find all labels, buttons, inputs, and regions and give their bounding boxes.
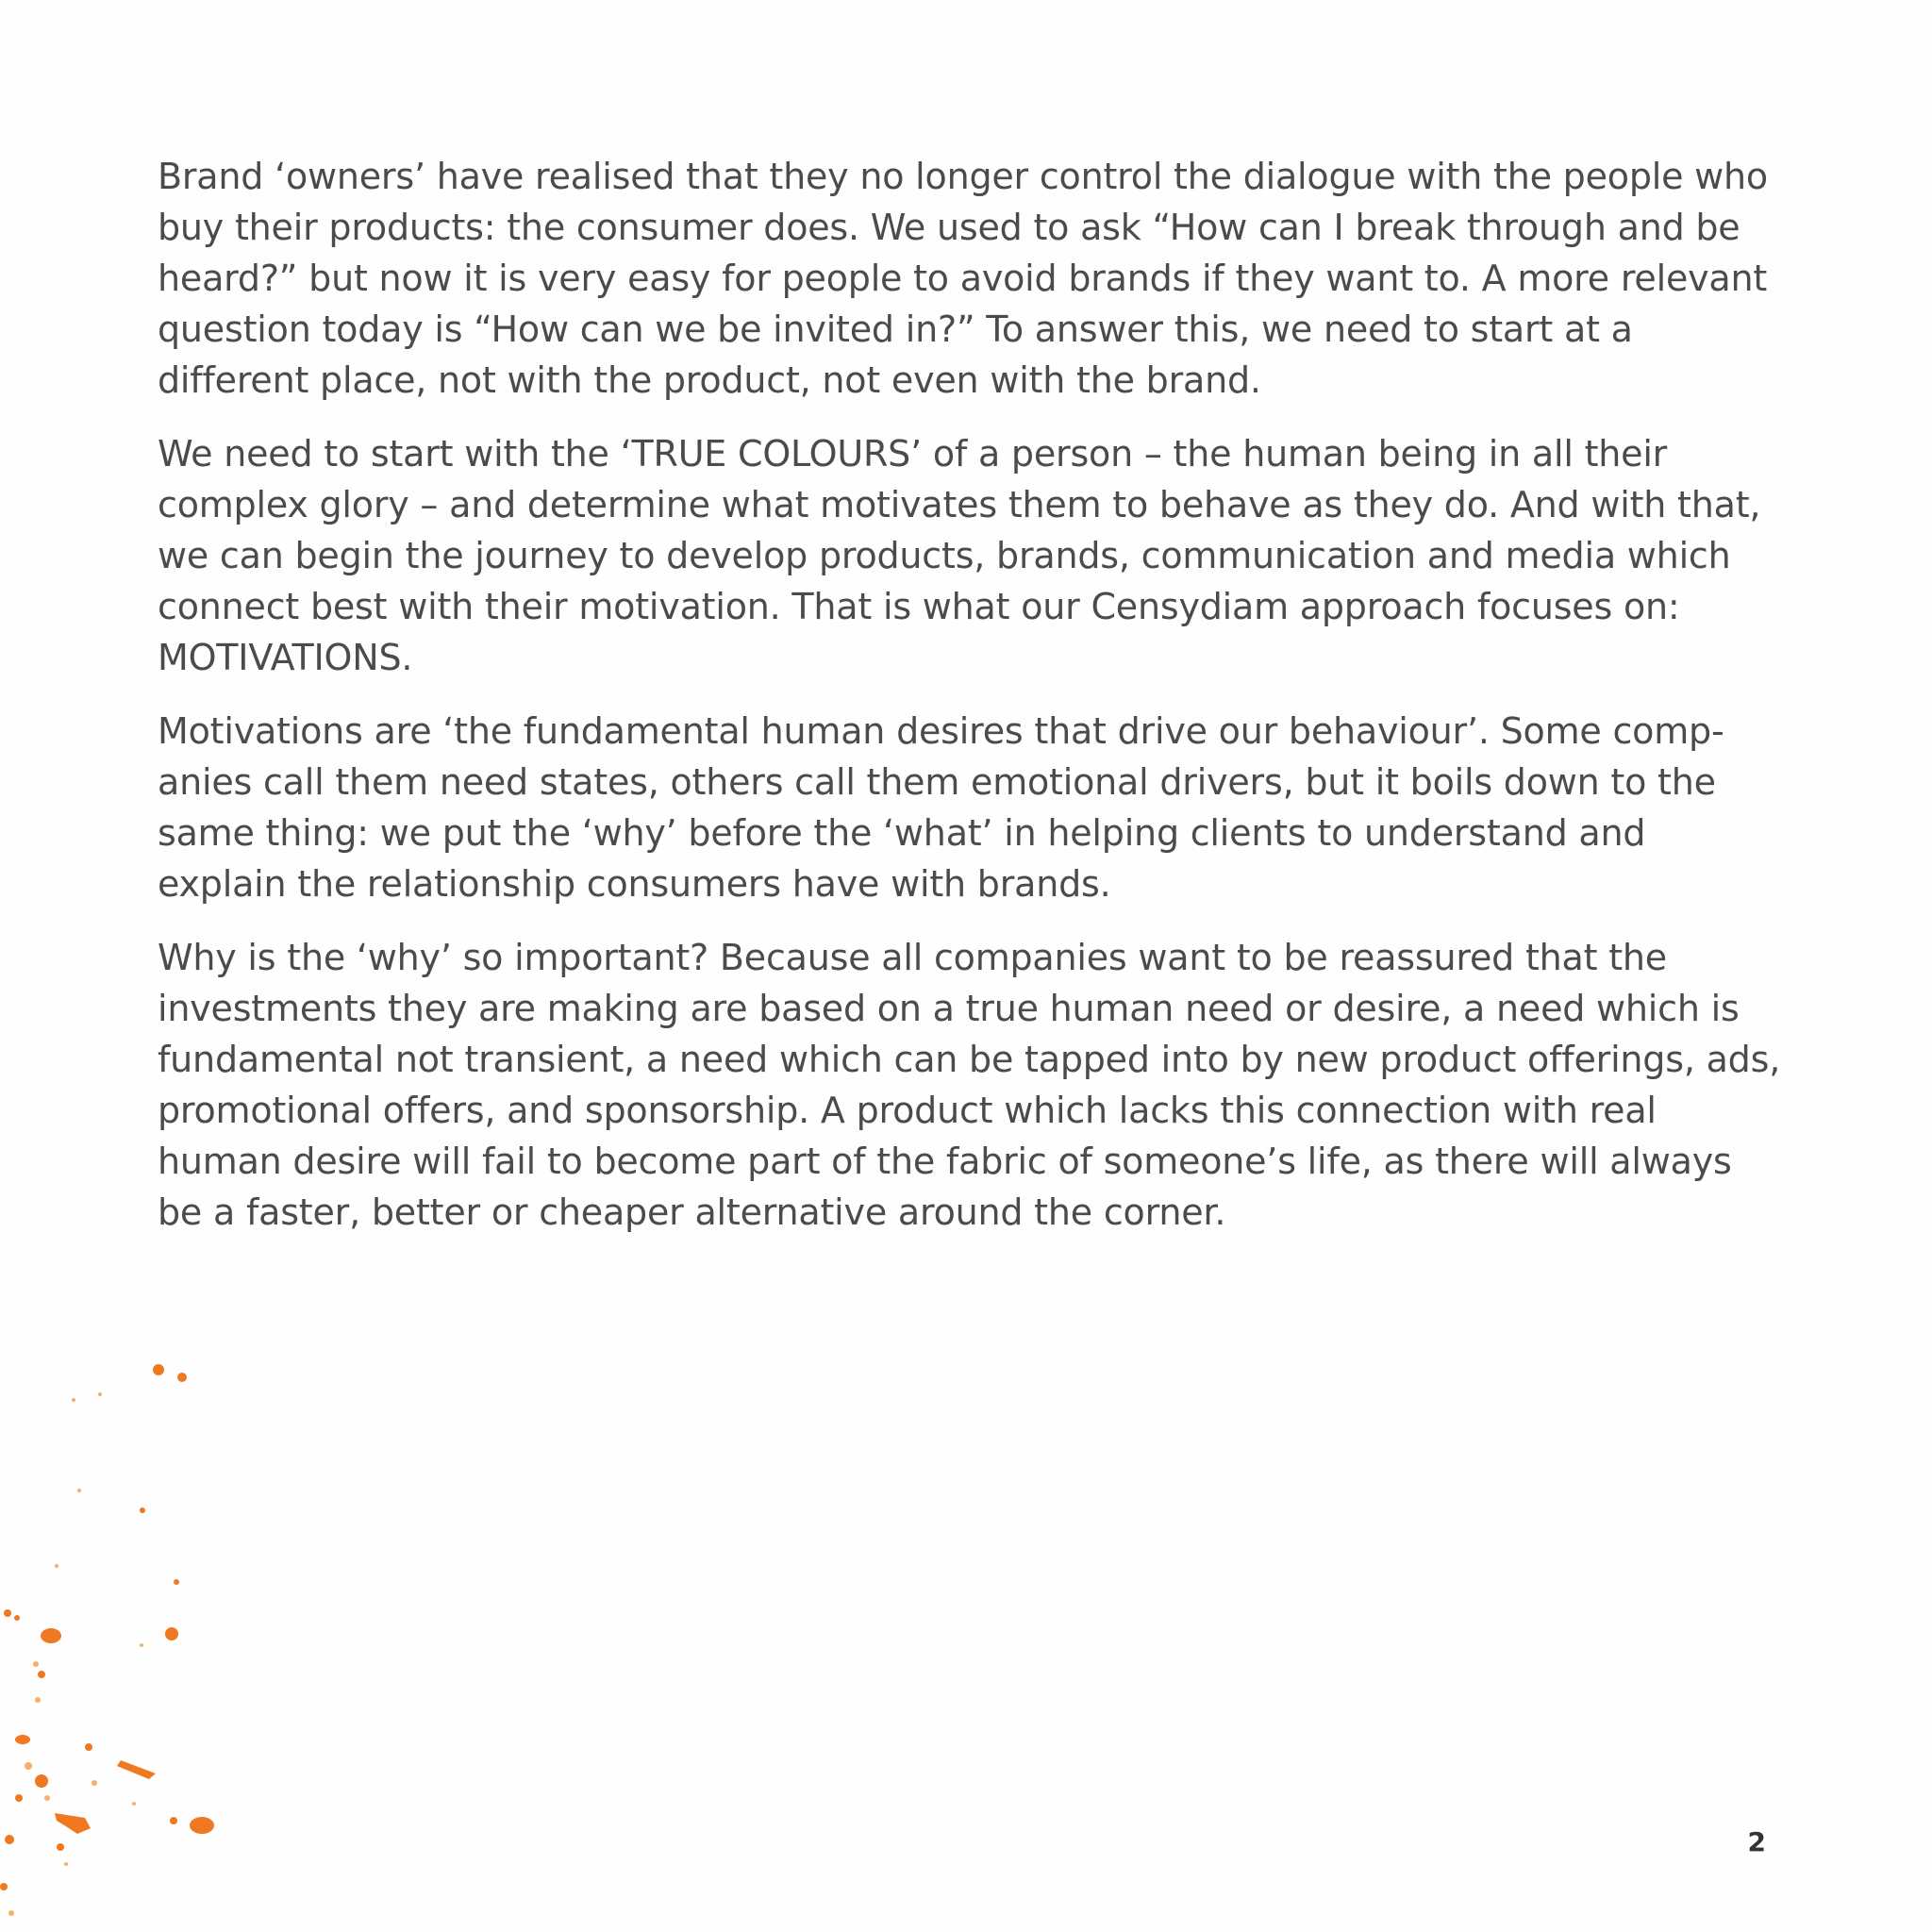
paragraph-1: Brand ‘owners’ have realised that they no longer control the dialogue with the people who buy their products: the consumer does. We used to ask “How can I break through and be heard?” but now it is very easy for people to avoid brands if they want to. A more relevant question today is “How can we be invited in?” To answer this, we need to start at a different place, not with the product, not even with the brand. <box>158 156 1768 401</box>
body-text <box>158 151 1785 1260</box>
page-number: 2 <box>1747 1826 1766 1857</box>
paint-splatter-icon <box>0 1340 264 1932</box>
paragraph-4: Why is the ‘why’ so important? Because all companies want to be reassured that the investments they are making are based on a true human need or desire, a need which is fundamental not transient, a need which can be tapped into by new product offerings, ads, promotional offers, and sponsorship. A product which lacks this connection with real human desire will fail to become part of the fabric of someone’s life, as there will always be a faster, better or cheaper alternative around the corner. <box>158 937 1781 1233</box>
paragraph-3: Motivations are ‘the fundamental human desires that drive our behaviour’. Some comp-anies call them need states, others call them emotional drivers, but it boils down to the same thing: we put the ‘why’ before the ‘what’ in helping clients to understand and explain the relationship consumers have with brands. <box>158 710 1724 905</box>
paragraph-2: We need to start with the ‘TRUE COLOURS’ of a person – the human being in all their complex glory – and determine what motivates them to behave as they do. And with that, we can begin the journey to develop products, brands, communication and media which connect best with their motivation. That is what our Censydiam approach focuses on: MOTIVATIONS. <box>158 433 1761 678</box>
